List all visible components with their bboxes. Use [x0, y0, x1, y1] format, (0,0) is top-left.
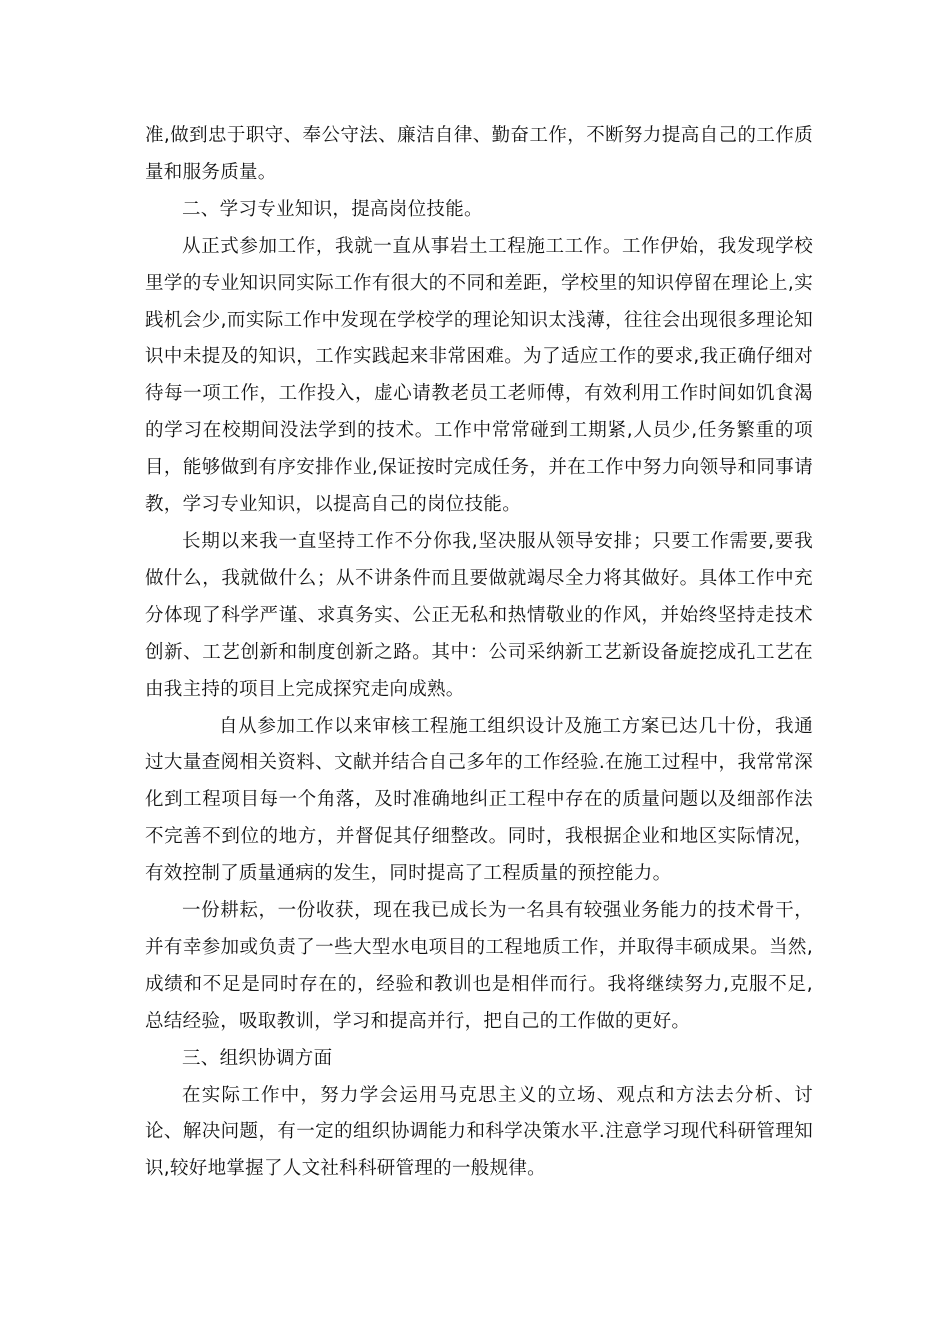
section-heading-3: 三、组织协调方面 [182, 1047, 333, 1069]
paragraph: 自从参加工作以来审核工程施工组织设计及施工方案已达几十份，我通过大量查阅相关资料、文献并结合自己多年的工作经验.在施工过程中，我常常深化到工程项目每一个角落，及时准确地纠正工程中存在的质量问题以及细部作法不完善不到位的地方，并督促其仔细整改。同时，我根据企业和地区实际情况，有效控制了质量通病的发生，同时提高了工程质量的预控能力。 [145, 715, 813, 885]
paragraph-continuation: 准,做到忠于职守、奉公守法、廉洁自律、勤奋工作，不断努力提高自己的工作质量和服务质量。 [145, 125, 813, 183]
paragraph: 从正式参加工作，我就一直从事岩土工程施工工作。工作伊始，我发现学校里学的专业知识同实际工作有很大的不同和差距，学校里的知识停留在理论上,实践机会少,而实际工作中发现在学校学的理论知识太浅薄，往往会出现很多理论知识中未提及的知识，工作实践起来非常困难。为了适应工作的要求,我正确仔细对待每一项工作，工作投入，虚心请教老员工老师傅，有效利用工作时间如饥食渴的学习在校期间没法学到的技术。工作中常常碰到工期紧,人员少,任务繁重的项目，能够做到有序安排作业,保证按时完成任务，并在工作中努力向领导和同事请教，学习专业知识，以提高自己的岗位技能。 [145, 235, 813, 516]
document-body [145, 118, 813, 1188]
section-heading-2: 二、学习专业知识，提高岗位技能。 [182, 198, 483, 220]
paragraph: 一份耕耘，一份收获，现在我已成长为一名具有较强业务能力的技术骨干，并有幸参加或负责了一些大型水电项目的工程地质工作，并取得丰硕成果。当然,成绩和不足是同时存在的，经验和教训也是相伴而行。我将继续努力,克服不足,总结经验，吸取教训，学习和提高并行，把自己的工作做的更好。 [145, 900, 813, 1032]
paragraph: 长期以来我一直坚持工作不分你我,坚决服从领导安排；只要工作需要,要我做什么，我就做什么；从不讲条件而且要做就竭尽全力将其做好。具体工作中充分体现了科学严谨、求真务实、公正无私和热情敬业的作风，并始终坚持走技术创新、工艺创新和制度创新之路。其中：公司采纳新工艺新设备旋挖成孔工艺在由我主持的项目上完成探究走向成熟。 [145, 530, 813, 700]
paragraph: 在实际工作中，努力学会运用马克思主义的立场、观点和方法去分析、讨论、解决问题，有一定的组织协调能力和科学决策水平.注意学习现代科研管理知识,较好地掌握了人文社科科研管理的一般规律。 [145, 1084, 813, 1180]
